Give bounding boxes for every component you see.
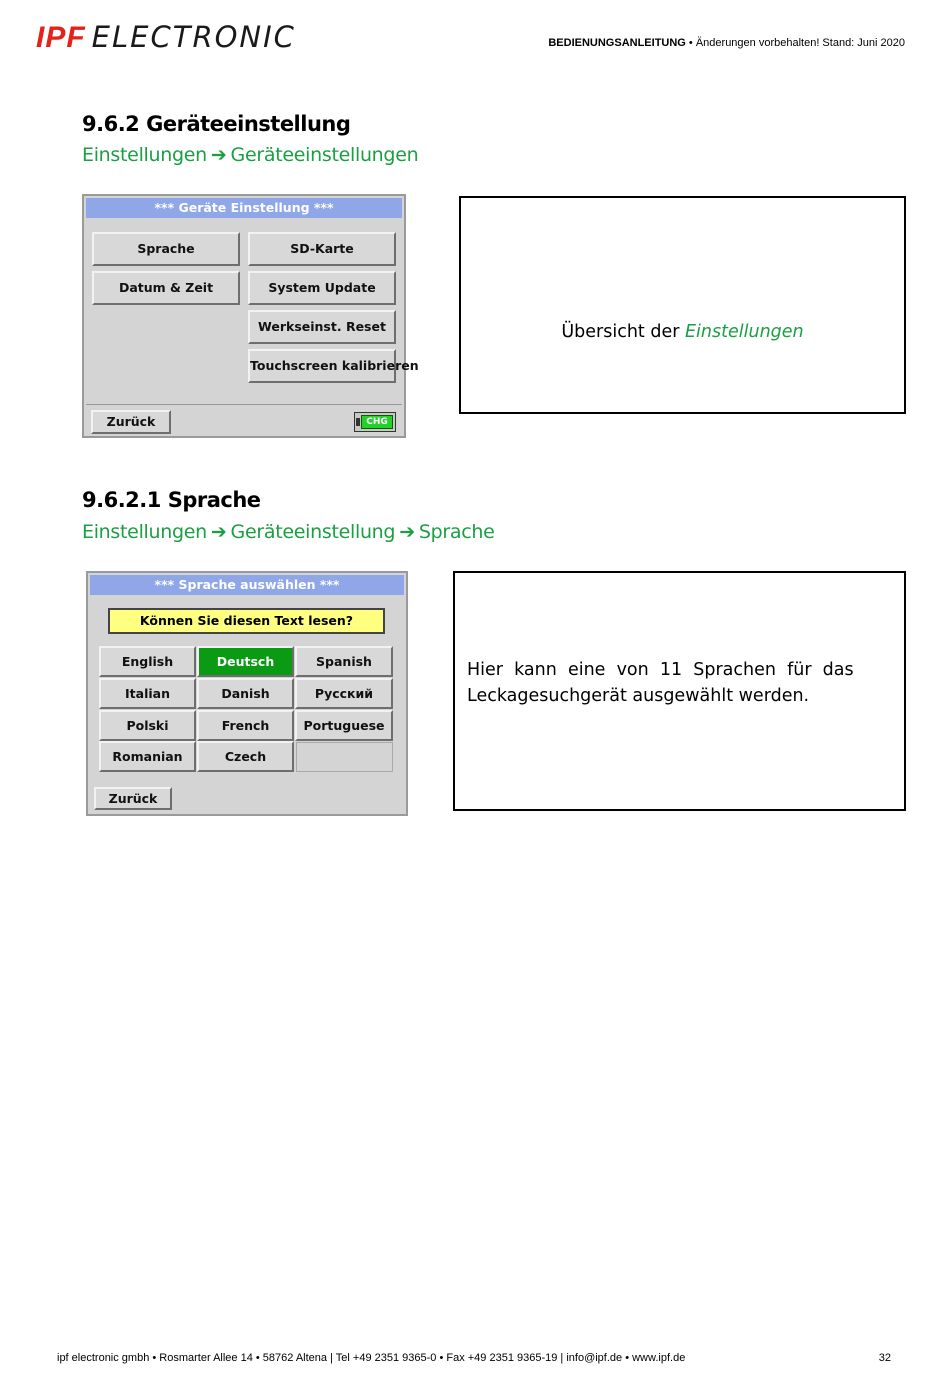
language-option[interactable]: French bbox=[197, 710, 294, 741]
sd-card-button[interactable]: SD-Karte bbox=[248, 232, 396, 266]
crumb-item: Sprache bbox=[418, 521, 495, 543]
screen-title: *** Geräte Einstellung *** bbox=[86, 198, 402, 218]
device-settings-screen bbox=[82, 194, 419, 438]
language-select-screen bbox=[86, 571, 408, 816]
language-option[interactable]: Romanian bbox=[99, 741, 196, 772]
back-button[interactable]: Zurück bbox=[94, 787, 172, 810]
crumb-item: Einstellungen bbox=[82, 521, 207, 543]
battery-charging-icon bbox=[354, 412, 396, 432]
language-option-selected[interactable]: Deutsch bbox=[197, 646, 294, 677]
date-time-button[interactable]: Datum & Zeit bbox=[92, 271, 240, 305]
language-option[interactable]: Czech bbox=[197, 741, 294, 772]
company-logo bbox=[36, 20, 296, 52]
description-text bbox=[467, 657, 854, 709]
charge-indicator: CHG bbox=[361, 415, 393, 429]
description-emphasis: Einstellungen bbox=[685, 322, 804, 342]
arrow-right-icon: ➔ bbox=[399, 521, 415, 543]
description-line: Leckagesuchgerät ausgewählt werden. bbox=[467, 686, 810, 706]
doc-type: BEDIENUNGSANLEITUNG bbox=[548, 37, 686, 49]
language-option[interactable]: Polski bbox=[99, 710, 196, 741]
language-option[interactable]: English bbox=[99, 646, 196, 677]
factory-reset-button[interactable]: Werkseinst. Reset bbox=[248, 310, 396, 344]
breadcrumb-device-settings bbox=[82, 144, 418, 166]
logo-brand: IPF bbox=[36, 21, 86, 54]
language-option[interactable]: Portuguese bbox=[295, 710, 393, 741]
logo-word: ELECTRONIC bbox=[91, 20, 296, 54]
crumb-item: Einstellungen bbox=[82, 144, 207, 166]
touchscreen-calibrate-button[interactable]: Touchscreen kalibrieren bbox=[248, 349, 396, 383]
crumb-item: Geräteeinstellungen bbox=[230, 144, 419, 166]
description-text bbox=[461, 322, 904, 342]
description-box-language bbox=[453, 571, 906, 811]
description-box-settings bbox=[459, 196, 906, 414]
crumb-item: Geräteeinstellung bbox=[230, 521, 396, 543]
back-button[interactable]: Zurück bbox=[91, 410, 171, 434]
arrow-right-icon: ➔ bbox=[210, 521, 227, 543]
arrow-right-icon: ➔ bbox=[210, 144, 227, 166]
language-option[interactable]: Italian bbox=[99, 678, 196, 709]
divider bbox=[86, 404, 402, 405]
question-banner: Können Sie diesen Text lesen? bbox=[108, 608, 385, 634]
section-heading-device-settings: 9.6.2 Geräteeinstellung bbox=[82, 112, 351, 136]
language-option[interactable]: Русский bbox=[295, 678, 393, 709]
system-update-button[interactable]: System Update bbox=[248, 271, 396, 305]
section-heading-language: 9.6.2.1 Sprache bbox=[82, 488, 261, 512]
language-option[interactable]: Spanish bbox=[295, 646, 393, 677]
page-number: 32 bbox=[878, 1352, 891, 1364]
breadcrumb-language bbox=[82, 521, 494, 543]
footer-contact: ipf electronic gmbh • Rosmarter Allee 14 • 58762 Altena | Tel +49 2351 9365-0 • Fax +49 2351 9365-19 | info@ipf.de • www.ipf.de bbox=[57, 1352, 686, 1364]
description-prefix: Übersicht der bbox=[561, 322, 685, 342]
description-line: Hier kann eine von 11 Sprachen für das bbox=[467, 660, 854, 680]
header-notice bbox=[548, 37, 905, 49]
revision-notice: • Änderungen vorbehalten! Stand: Juni 2020 bbox=[685, 37, 905, 49]
battery-nub bbox=[356, 418, 360, 426]
language-button[interactable]: Sprache bbox=[92, 232, 240, 266]
language-option[interactable]: Danish bbox=[197, 678, 294, 709]
screen-title: *** Sprache auswählen *** bbox=[90, 575, 404, 595]
empty-slot bbox=[296, 742, 393, 772]
